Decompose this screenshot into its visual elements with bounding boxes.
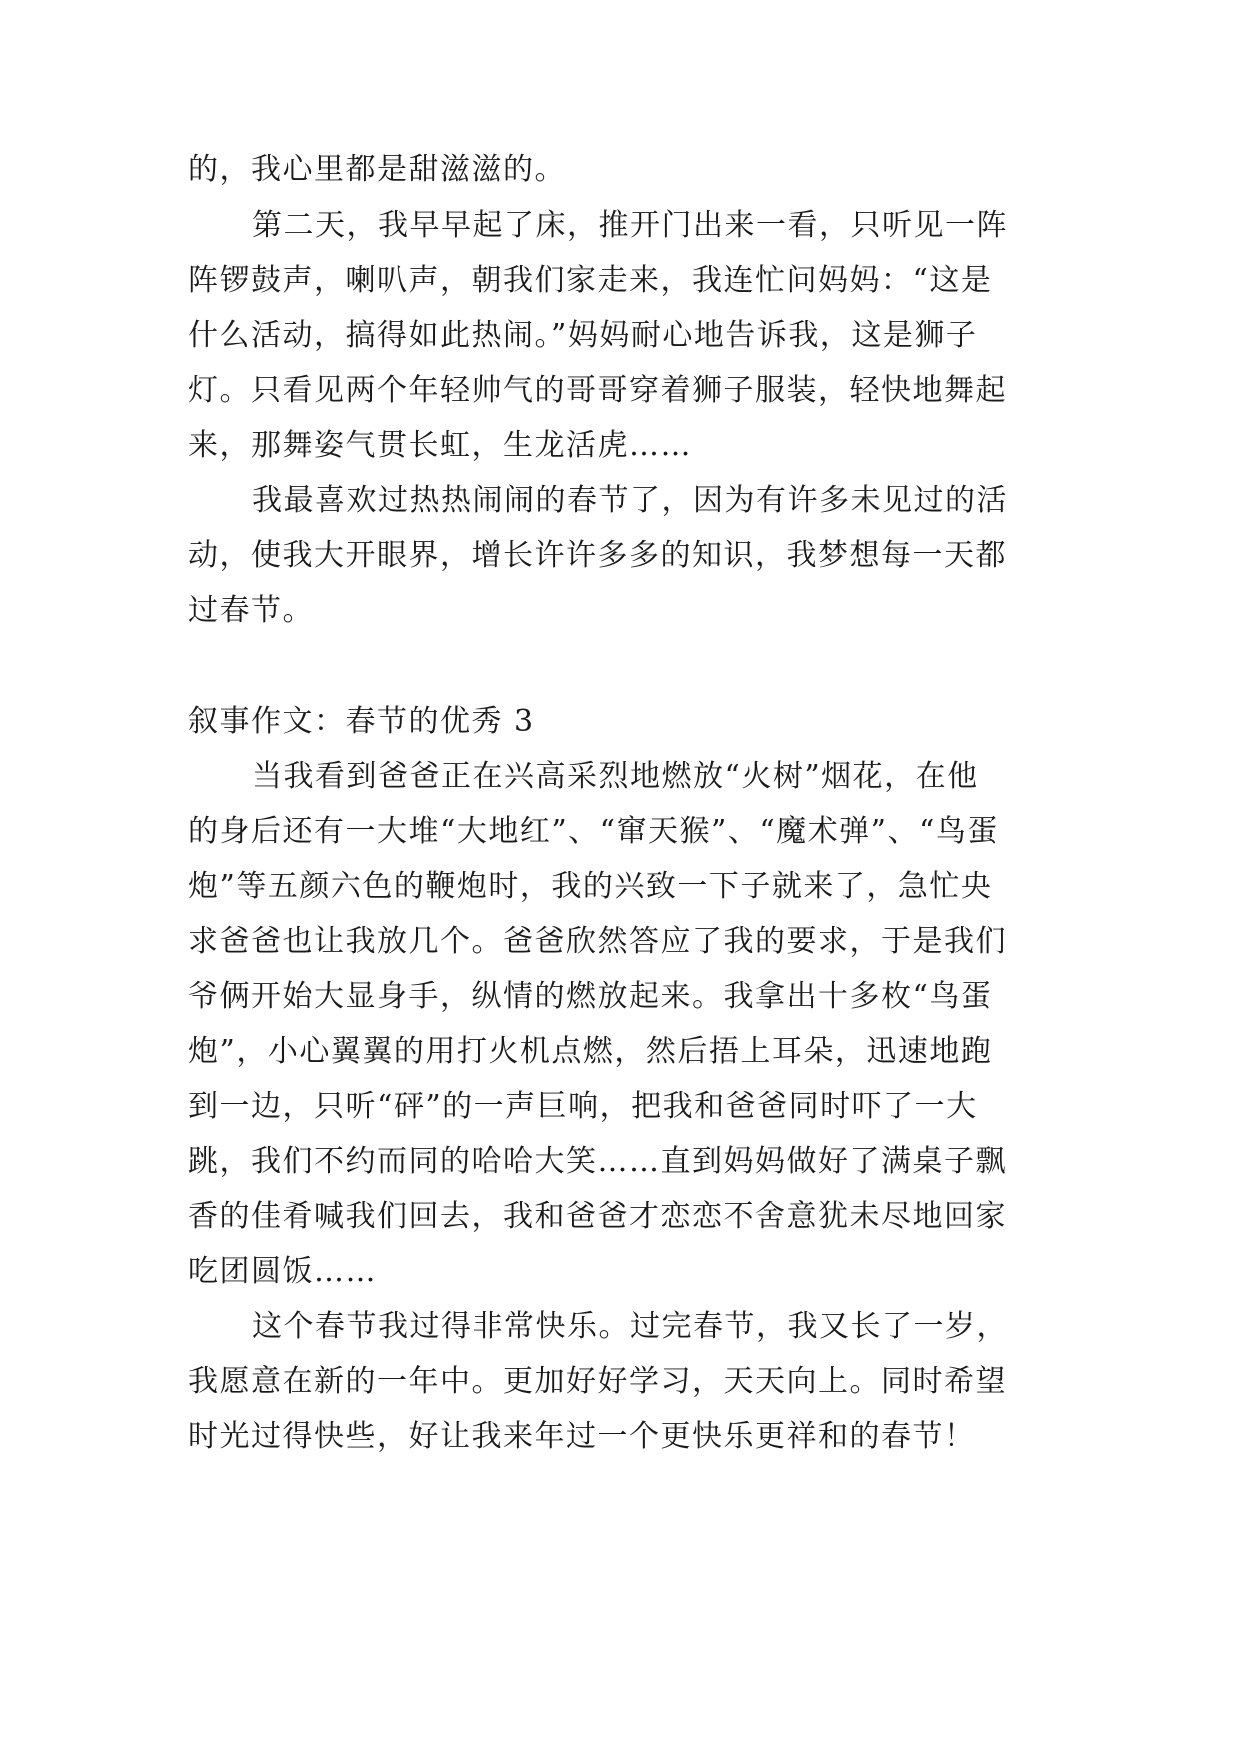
paragraph-line: 求爸爸也让我放几个。爸爸欣然答应了我的要求，于是我们 [188, 924, 1007, 959]
paragraph-line: 来，那舞姿气贯长虹，生龙活虎…… [188, 428, 692, 463]
paragraph-line: 我最喜欢过热热闹闹的春节了，因为有许多未见过的活 [252, 483, 1008, 518]
paragraph-line: 香的佳肴喊我们回去，我和爸爸才恋恋不舍意犹未尽地回家 [188, 1199, 1007, 1234]
paragraph-line: 这个春节我过得非常快乐。过完春节，我又长了一岁， [252, 1309, 1008, 1344]
paragraph-line: 跳，我们不约而同的哈哈大笑……直到妈妈做好了满桌子飘 [188, 1144, 1007, 1179]
paragraph-line: 爷俩开始大显身手，纵情的燃放起来。我拿出十多枚“鸟蛋 [188, 979, 993, 1014]
paragraph-line: 灯。只看见两个年轻帅气的哥哥穿着狮子服装，轻快地舞起 [188, 373, 1007, 408]
paragraph-line: 当我看到爸爸正在兴高采烈地燃放“火树”烟花，在他 [252, 759, 979, 794]
paragraph-line: 阵锣鼓声，喇叭声，朝我们家走来，我连忙问妈妈：“这是 [188, 263, 993, 298]
paragraph-line: 时光过得快些，好让我来年过一个更快乐更祥和的春节！ [188, 1419, 976, 1454]
paragraph-line: 什么活动，搞得如此热闹。”妈妈耐心地告诉我，这是狮子 [188, 318, 978, 353]
paragraph-line: 动，使我大开眼界，增长许许多多的知识，我梦想每一天都 [188, 538, 1007, 573]
paragraph-line: 的身后还有一大堆“大地红”、“窜天猴”、“魔术弹”、“鸟蛋 [188, 814, 999, 849]
paragraph-line: 炮”等五颜六色的鞭炮时，我的兴致一下子就来了，急忙央 [188, 869, 993, 904]
section-heading: 叙事作文：春节的优秀 3 [188, 704, 535, 739]
paragraph-line: 的，我心里都是甜滋滋的。 [188, 152, 566, 187]
paragraph-line: 第二天，我早早起了床，推开门出来一看，只听见一阵 [252, 208, 1008, 243]
paragraph-line: 炮”，小心翼翼的用打火机点燃，然后捂上耳朵，迅速地跑 [188, 1034, 993, 1069]
paragraph-line: 到一边，只听“砰”的一声巨响，把我和爸爸同时吓了一大 [188, 1089, 978, 1124]
paragraph-line: 吃团圆饭…… [188, 1254, 377, 1289]
paragraph-line: 过春节。 [188, 593, 314, 628]
paragraph-line: 我愿意在新的一年中。更加好好学习，天天向上。同时希望 [188, 1364, 1007, 1399]
